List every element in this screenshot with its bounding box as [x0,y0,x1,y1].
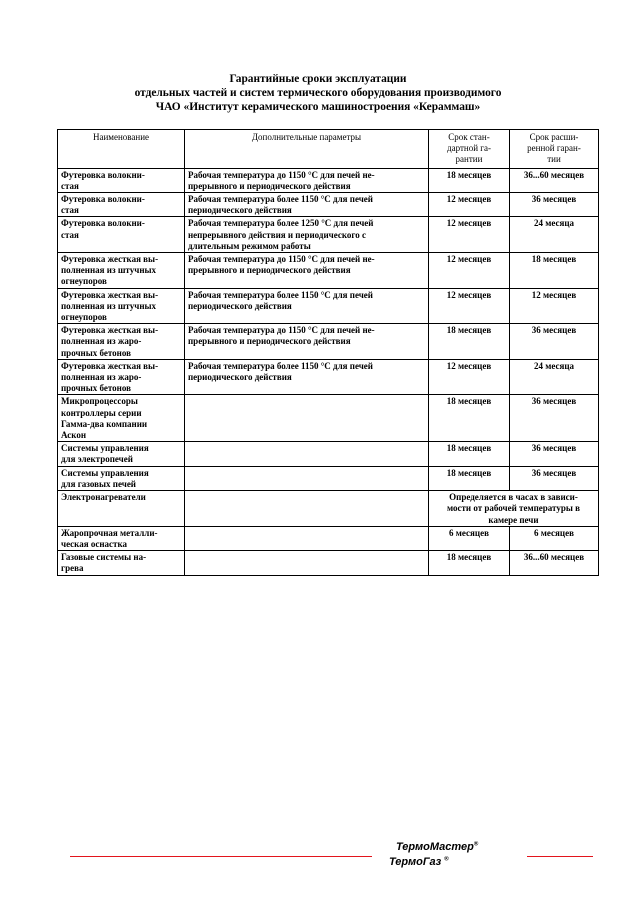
warranty-table [57,129,599,576]
cell-standard-term: 12 месяцев [429,253,510,289]
cell-params [185,491,429,527]
title-line-3: ЧАО «Институт керамического машиностроения «Кераммаш» [155,100,481,113]
table-row [58,288,599,324]
table-row [58,491,599,527]
cell-standard-term: 18 месяцев [429,168,510,192]
cell-name: Микропроцессоры контроллеры серии Гамма-два компании Аскон [58,395,185,442]
cell-standard-term: 12 месяцев [429,217,510,253]
cell-standard-term: 12 месяцев [429,359,510,395]
cell-params: Рабочая температура до 1150 °С для печей не- прерывного и периодического действия [185,168,429,192]
header-name: Наименование [58,130,185,169]
cell-params [185,551,429,575]
cell-standard-term: 6 месяцев [429,526,510,550]
cell-standard-term: 18 месяцев [429,324,510,360]
table-row [58,253,599,289]
header-standard: Срок стан- дартной га- рантии [429,130,510,169]
cell-name: Футеровка жесткая вы- полненная из жаро- прочных бетонов [58,324,185,360]
cell-extended-term: 36...60 месяцев [510,551,599,575]
cell-params: Рабочая температура более 1150 °С для печей периодического действия [185,193,429,217]
table-row [58,442,599,466]
cell-params [185,395,429,442]
table-row [58,466,599,490]
cell-name: Футеровка волокни- стая [58,217,185,253]
cell-params [185,526,429,550]
cell-standard-term: 18 месяцев [429,395,510,442]
title-line-1: Гарантийные сроки эксплуатации [229,73,407,85]
cell-params [185,442,429,466]
brand-thermogaz: ТермоГаз ® [389,856,449,868]
cell-standard-term: 18 месяцев [429,466,510,490]
title-line-2: отдельных частей и систем термического оборудования производимого [134,86,502,99]
cell-standard-term: 18 месяцев [429,551,510,575]
cell-name: Системы управления для электропечей [58,442,185,466]
cell-name: Футеровка жесткая вы- полненная из жаро- прочных бетонов [58,359,185,395]
table-row [58,193,599,217]
table-row [58,359,599,395]
cell-name: Футеровка жесткая вы- полненная из штучных огнеупоров [58,253,185,289]
footer-divider-left [70,856,372,857]
cell-params: Рабочая температура более 1150 °С для печей периодического действия [185,359,429,395]
cell-extended-term: 36 месяцев [510,466,599,490]
brand-thermomaster: ТермоМастер® [396,841,479,853]
cell-name: Футеровка волокни- стая [58,168,185,192]
table-row [58,217,599,253]
header-params: Дополнительные параметры [185,130,429,169]
document-title [0,73,636,114]
cell-name: Футеровка волокни- стая [58,193,185,217]
table-row [58,395,599,442]
cell-extended-term: 18 месяцев [510,253,599,289]
cell-standard-term: 12 месяцев [429,288,510,324]
cell-merged-term: Определяется в часах в зависи- мости от рабочей температуры в камере печи [429,491,599,527]
cell-params [185,466,429,490]
table-row [58,551,599,575]
cell-name: Жаропрочная металли- ческая оснастка [58,526,185,550]
cell-params: Рабочая температура более 1250 °С для печей непрерывного действия и периодического с длительным режимом работы [185,217,429,253]
cell-params: Рабочая температура до 1150 °С для печей не- прерывного и периодического действия [185,253,429,289]
cell-extended-term: 36 месяцев [510,442,599,466]
cell-extended-term: 36 месяцев [510,193,599,217]
header-extended: Срок расши- ренной гаран- тии [510,130,599,169]
cell-extended-term: 36 месяцев [510,395,599,442]
cell-params: Рабочая температура более 1150 °С для печей периодического действия [185,288,429,324]
cell-extended-term: 36...60 месяцев [510,168,599,192]
cell-extended-term: 6 месяцев [510,526,599,550]
table-body [58,168,599,575]
table-header-row [58,130,599,169]
cell-name: Электронагреватели [58,491,185,527]
registered-mark: ® [444,856,449,863]
cell-params: Рабочая температура до 1150 °С для печей не- прерывного и периодического действия [185,324,429,360]
cell-name: Футеровка жесткая вы- полненная из штучных огнеупоров [58,288,185,324]
table-row [58,168,599,192]
cell-name: Газовые системы на- грева [58,551,185,575]
registered-mark: ® [473,841,479,848]
cell-extended-term: 36 месяцев [510,324,599,360]
table-row [58,526,599,550]
table-row [58,324,599,360]
footer-divider-right [527,856,593,857]
cell-name: Системы управления для газовых печей [58,466,185,490]
cell-extended-term: 12 месяцев [510,288,599,324]
cell-extended-term: 24 месяца [510,359,599,395]
cell-standard-term: 12 месяцев [429,193,510,217]
cell-standard-term: 18 месяцев [429,442,510,466]
cell-extended-term: 24 месяца [510,217,599,253]
